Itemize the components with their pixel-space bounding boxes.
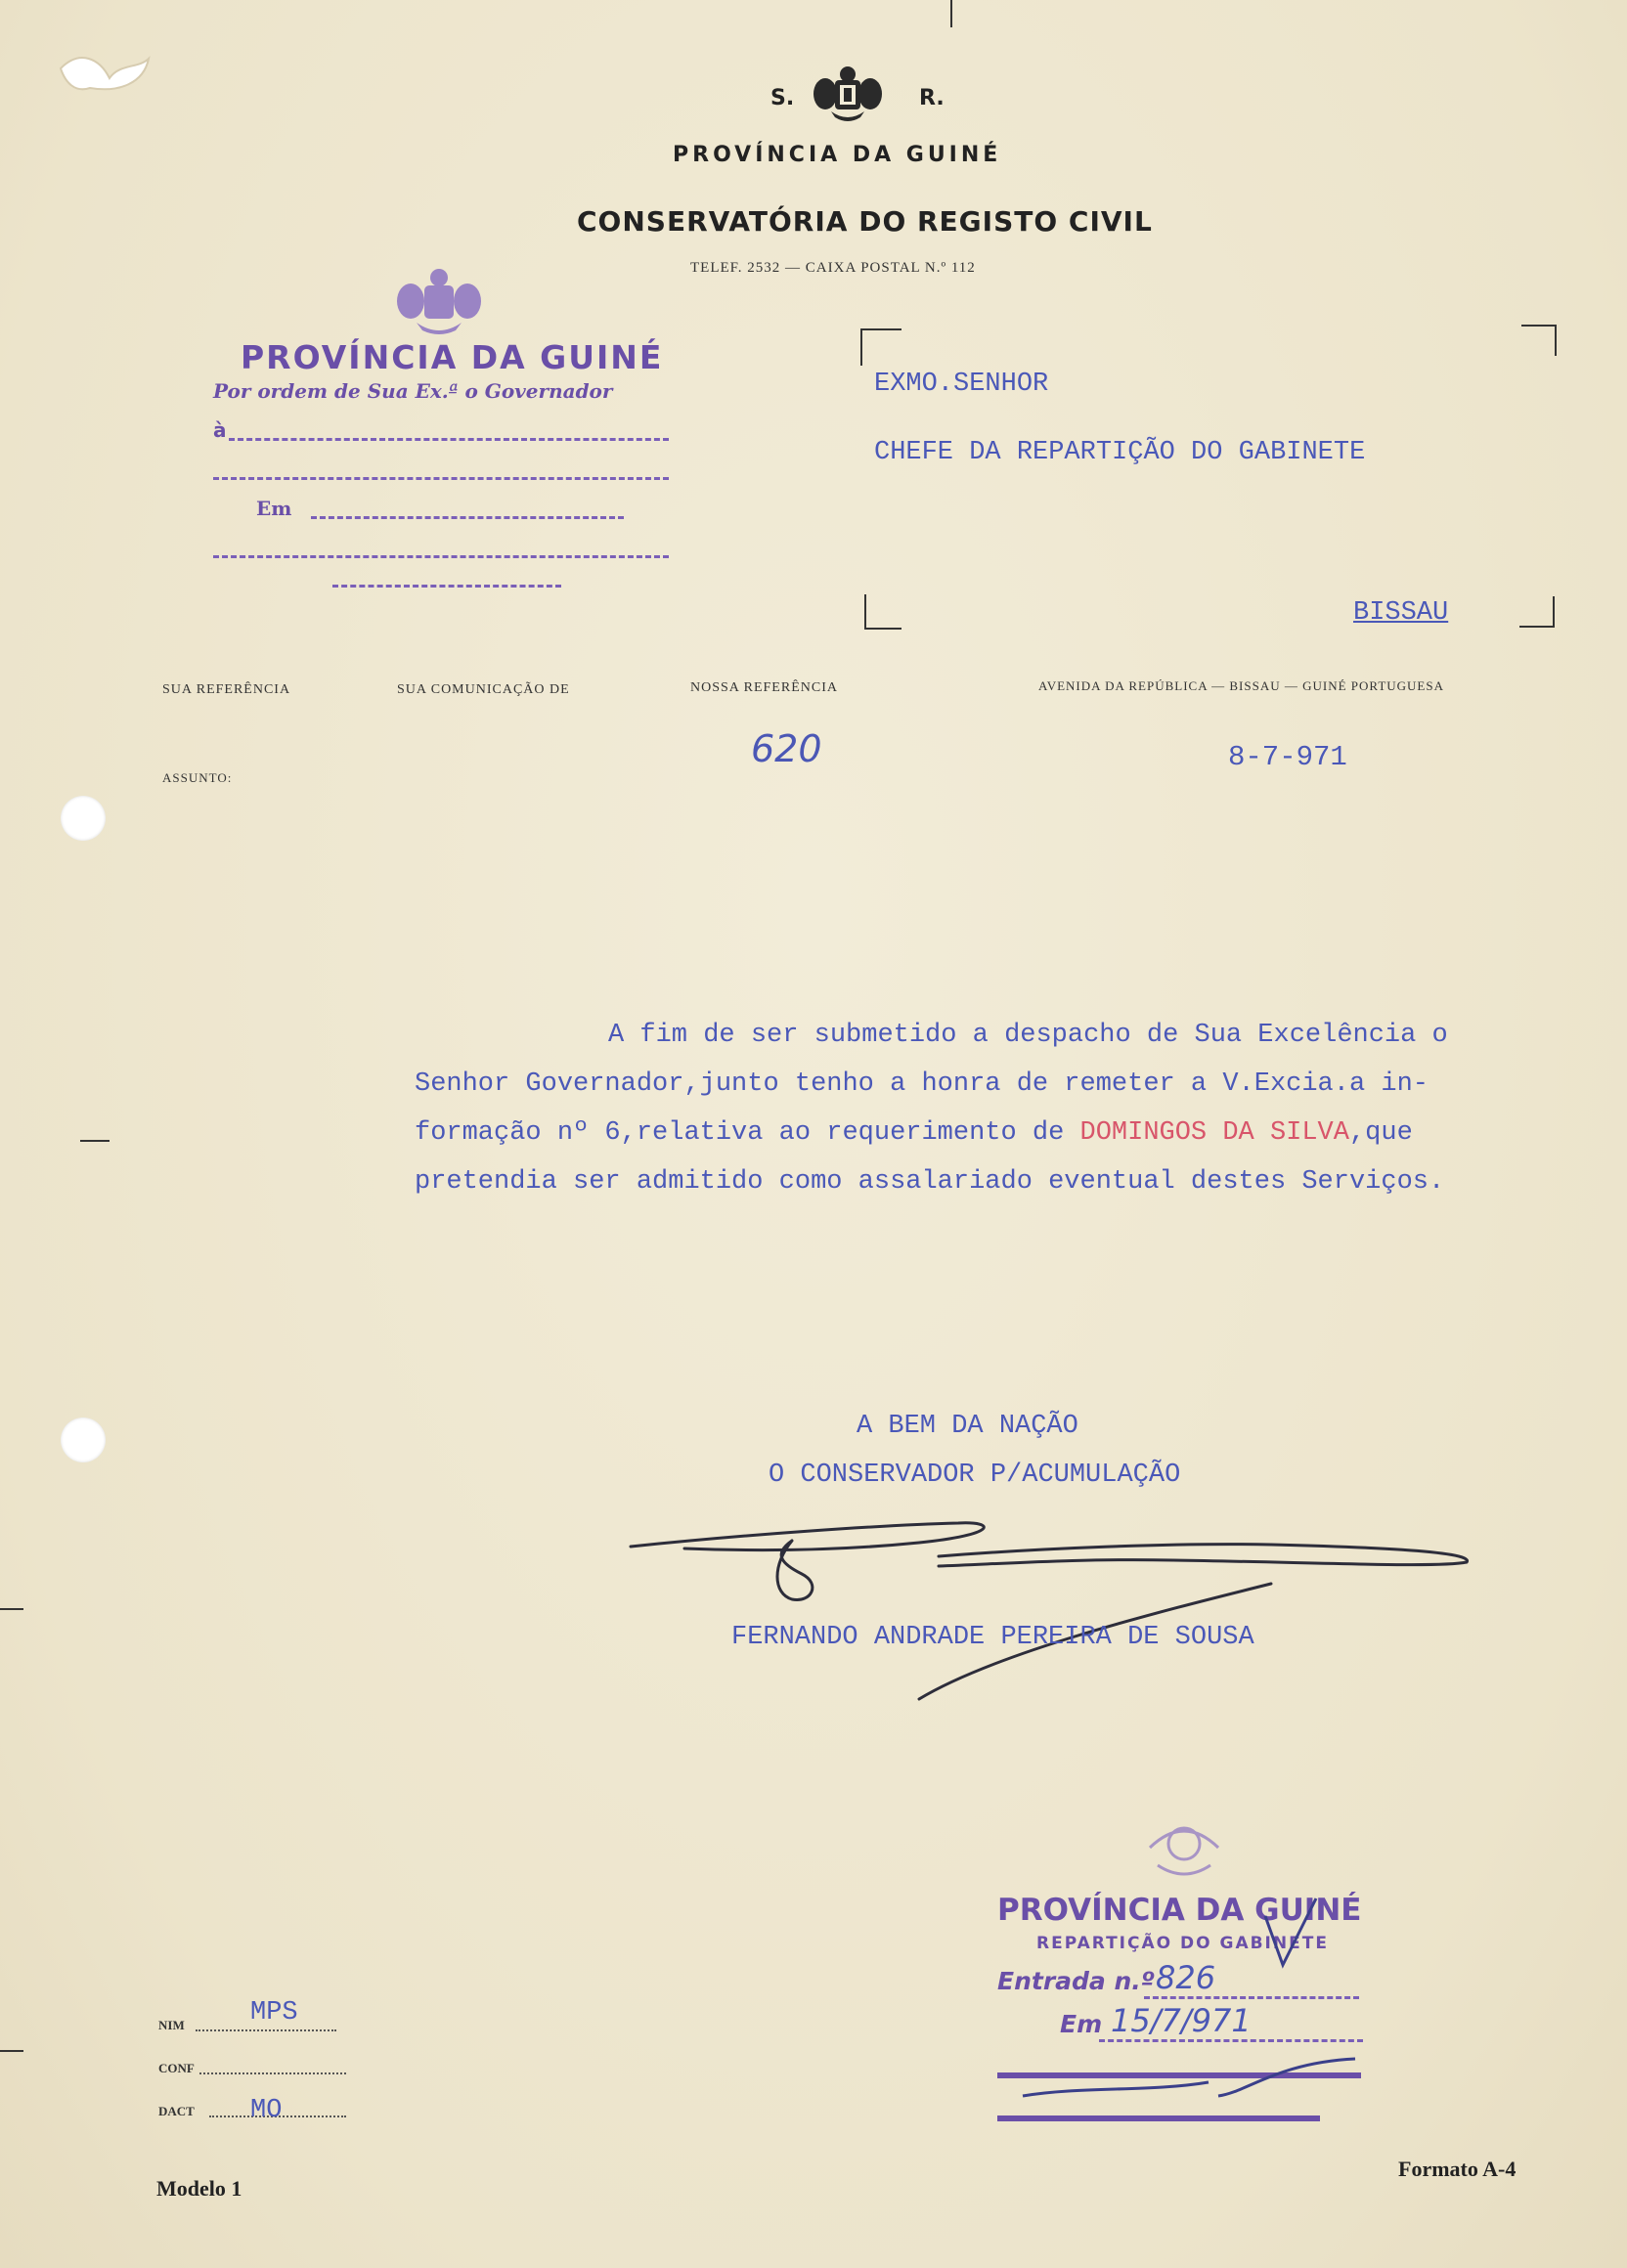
footer-nim-value: MPS	[250, 1998, 298, 2028]
order-stamp-subtitle: Por ordem de Sua Ex.ª o Governador	[213, 379, 613, 403]
entry-stamp-subtitle: REPARTIÇÃO DO GABINETE	[1036, 1934, 1329, 1953]
footer-conf-label: CONF	[158, 2061, 195, 2075]
footer-conf-line	[199, 2072, 346, 2074]
entry-stamp-line-1	[1144, 1996, 1359, 1999]
stamp-crest-icon	[395, 266, 483, 338]
entry-number: 826	[1156, 1959, 1216, 1996]
handwritten-signature	[626, 1505, 1486, 1701]
letterhead-r: R.	[919, 86, 945, 110]
requester-name: DOMINGOS DA SILVA	[1079, 1118, 1349, 1148]
address-bracket-bl	[864, 594, 901, 630]
entry-stamp-em-label: Em	[1060, 2010, 1103, 2038]
order-stamp-line-2	[213, 477, 669, 480]
footer-dact-label: DACT	[158, 2104, 195, 2118]
order-stamp-a-label: à	[213, 418, 227, 442]
entry-stamp-line-2	[1099, 2039, 1363, 2042]
paper-tear	[51, 39, 158, 108]
footer-nim-label: NIM	[158, 2018, 185, 2032]
order-stamp-title: PROVÍNCIA DA GUINÉ	[241, 338, 664, 376]
entry-stamp-check	[1261, 1897, 1320, 1975]
edge-mark-1	[80, 1140, 110, 1142]
order-stamp-em-label: Em	[256, 497, 292, 520]
entry-stamp-bars	[993, 2053, 1365, 2131]
label-address: AVENIDA DA REPÚBLICA — BISSAU — GUINÉ PORTUGUESA	[1038, 678, 1444, 693]
punch-hole-bottom	[61, 1418, 106, 1462]
addressee-line-1: EXMO.SENHOR	[874, 370, 1049, 399]
label-assunto: ASSUNTO:	[162, 770, 233, 785]
edge-mark-3	[0, 2050, 23, 2052]
signatory-name: FERNANDO ANDRADE PEREIRA DE SOUSA	[731, 1623, 1254, 1652]
addressee-line-2: CHEFE DA REPARTIÇÃO DO GABINETE	[874, 438, 1366, 467]
body-line-3	[415, 1118, 1413, 1148]
footer-dact-value: MO	[250, 2096, 283, 2125]
body-line-3-end: ,que	[1348, 1118, 1413, 1148]
order-stamp-line-5	[332, 585, 561, 588]
order-stamp-line-1	[229, 438, 669, 441]
address-bracket-tl	[860, 328, 901, 366]
body-line-1: A fim de ser submetido a despacho de Sua Excelência o	[608, 1021, 1448, 1050]
fold-mark-top	[950, 0, 952, 27]
entry-stamp-entrada-label: Entrada n.º	[997, 1967, 1155, 1995]
address-bracket-br	[1519, 596, 1555, 628]
body-line-4: pretendia ser admitido como assalariado eventual destes Serviços.	[415, 1167, 1445, 1197]
footer-nim-line	[196, 2029, 336, 2031]
coat-of-arms-icon	[814, 63, 882, 125]
closing-line-2: O CONSERVADOR P/ACUMULAÇÃO	[769, 1461, 1181, 1490]
body-line-3-start: formação nº 6,relativa ao requerimento de	[415, 1118, 1080, 1148]
nossa-referencia-value: 620	[751, 727, 822, 770]
letterhead-contact: TELEF. 2532 — CAIXA POSTAL N.º 112	[690, 260, 976, 276]
label-nossa-referencia: NOSSA REFERÊNCIA	[690, 680, 838, 695]
order-stamp-line-3	[311, 516, 624, 519]
punch-hole-top	[61, 796, 106, 841]
order-stamp-line-4	[213, 555, 669, 558]
letterhead-province: PROVÍNCIA DA GUINÉ	[673, 143, 1002, 167]
footer-modelo: Modelo 1	[156, 2176, 242, 2201]
letter-date: 8-7-971	[1228, 741, 1347, 773]
address-bracket-tr	[1521, 325, 1557, 356]
entry-stamp-crest-icon	[1130, 1814, 1238, 1883]
closing-line-1: A BEM DA NAÇÃO	[857, 1412, 1078, 1441]
entry-date: 15/7/971	[1111, 2002, 1252, 2039]
label-sua-referencia: SUA REFERÊNCIA	[162, 682, 291, 697]
entry-stamp-title: PROVÍNCIA DA GUINÉ	[997, 1893, 1362, 1928]
addressee-city: BISSAU	[1353, 598, 1449, 628]
label-sua-comunicacao: SUA COMUNICAÇÃO DE	[397, 682, 570, 697]
footer-formato: Formato A-4	[1398, 2157, 1517, 2181]
letterhead-office: CONSERVATÓRIA DO REGISTO CIVIL	[577, 205, 1153, 238]
body-line-2: Senhor Governador,junto tenho a honra de remeter a V.Excia.a in-	[415, 1069, 1429, 1099]
letterhead-s: S.	[770, 86, 795, 110]
edge-mark-2	[0, 1608, 23, 1610]
